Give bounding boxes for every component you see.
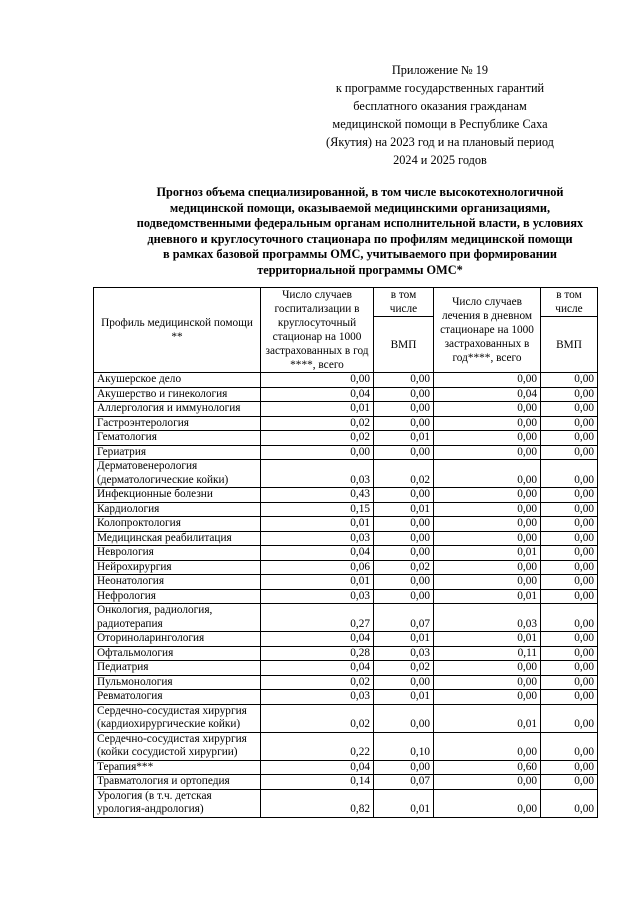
- day-vmp-cell: 0,00: [541, 460, 598, 488]
- hosp-total-cell: 0,43: [261, 488, 374, 503]
- day-vmp-cell: 0,00: [541, 732, 598, 760]
- forecast-table: [93, 287, 598, 818]
- day-vmp-cell: 0,00: [541, 531, 598, 546]
- table-row: [94, 732, 598, 760]
- profile-cell: Сердечно-сосудистая хирургия (кардиохирургические койки): [94, 704, 261, 732]
- day-vmp-cell: 0,00: [541, 632, 598, 647]
- title-line: в рамках базовой программы ОМС, учитываемого при формировании: [163, 247, 557, 261]
- hosp-total-cell: 0,01: [261, 517, 374, 532]
- day-vmp-cell: 0,00: [541, 760, 598, 775]
- appendix-line: 2024 и 2025 годов: [393, 153, 487, 167]
- profile-cell: Аллергология и иммунология: [94, 402, 261, 417]
- table-row: [94, 460, 598, 488]
- day-vmp-cell: 0,00: [541, 575, 598, 590]
- hosp-total-cell: 0,02: [261, 431, 374, 446]
- day-total-cell: 0,00: [434, 460, 541, 488]
- header-day-total: Число случаев лечения в дневном стационаре на 1000 застрахованных в год****, всего: [434, 288, 541, 373]
- hosp-total-cell: 0,03: [261, 460, 374, 488]
- profile-cell: Гематология: [94, 431, 261, 446]
- title-line: Прогноз объема специализированной, в том числе высокотехнологичной: [156, 185, 564, 199]
- table-row: [94, 373, 598, 388]
- day-total-cell: 0,00: [434, 431, 541, 446]
- table-row: [94, 488, 598, 503]
- day-total-cell: 0,00: [434, 575, 541, 590]
- profile-cell: Оториноларингология: [94, 632, 261, 647]
- hosp-total-cell: 0,03: [261, 531, 374, 546]
- profile-cell: Инфекционные болезни: [94, 488, 261, 503]
- hosp-vmp-cell: 0,01: [374, 502, 434, 517]
- hosp-vmp-cell: 0,01: [374, 789, 434, 817]
- day-vmp-cell: 0,00: [541, 560, 598, 575]
- hosp-total-cell: 0,22: [261, 732, 374, 760]
- day-total-cell: 0,01: [434, 546, 541, 561]
- hosp-vmp-cell: 0,00: [374, 445, 434, 460]
- header-hosp-total: Число случаев госпитализации в круглосуточный стационар на 1000 застрахованных в год ****, всего: [261, 288, 374, 373]
- day-total-cell: 0,60: [434, 760, 541, 775]
- table-row: [94, 604, 598, 632]
- profile-cell: Дерматовенерология (дерматологические койки): [94, 460, 261, 488]
- hosp-total-cell: 0,14: [261, 775, 374, 790]
- appendix-line: к программе государственных гарантий: [335, 81, 545, 95]
- table-row: [94, 502, 598, 517]
- day-vmp-cell: 0,00: [541, 690, 598, 705]
- day-vmp-cell: 0,00: [541, 502, 598, 517]
- table-row: [94, 632, 598, 647]
- profile-cell: Акушерское дело: [94, 373, 261, 388]
- day-total-cell: 0,00: [434, 416, 541, 431]
- table-row: [94, 704, 598, 732]
- appendix-note: [300, 61, 580, 169]
- hosp-vmp-cell: 0,00: [374, 589, 434, 604]
- day-vmp-cell: 0,00: [541, 445, 598, 460]
- day-vmp-cell: 0,00: [541, 775, 598, 790]
- day-total-cell: 0,00: [434, 732, 541, 760]
- profile-cell: Неврология: [94, 546, 261, 561]
- hosp-total-cell: 0,04: [261, 387, 374, 402]
- day-vmp-cell: 0,00: [541, 431, 598, 446]
- day-total-cell: 0,00: [434, 402, 541, 417]
- hosp-total-cell: 0,03: [261, 589, 374, 604]
- profile-cell: Педиатрия: [94, 661, 261, 676]
- table-row: [94, 789, 598, 817]
- day-vmp-cell: 0,00: [541, 488, 598, 503]
- day-total-cell: 0,00: [434, 517, 541, 532]
- header-incl-2: в том числе: [541, 288, 598, 317]
- table-row: [94, 531, 598, 546]
- profile-cell: Гастроэнтерология: [94, 416, 261, 431]
- table-row: [94, 661, 598, 676]
- hosp-vmp-cell: 0,01: [374, 690, 434, 705]
- day-total-cell: 0,04: [434, 387, 541, 402]
- day-total-cell: 0,01: [434, 704, 541, 732]
- day-total-cell: 0,00: [434, 789, 541, 817]
- day-vmp-cell: 0,00: [541, 387, 598, 402]
- appendix-line: Приложение № 19: [391, 63, 489, 77]
- hosp-vmp-cell: 0,00: [374, 675, 434, 690]
- title-line: подведомственными федеральным органам исполнительной власти, в условиях: [136, 216, 584, 230]
- table-row: [94, 445, 598, 460]
- hosp-vmp-cell: 0,00: [374, 575, 434, 590]
- hosp-total-cell: 0,04: [261, 760, 374, 775]
- hosp-total-cell: 0,03: [261, 690, 374, 705]
- profile-cell: Пульмонология: [94, 675, 261, 690]
- title-line: дневного и круглосуточного стационара по профилям медицинской помощи: [147, 231, 573, 246]
- day-vmp-cell: 0,00: [541, 402, 598, 417]
- hosp-total-cell: 0,04: [261, 546, 374, 561]
- day-total-cell: 0,00: [434, 531, 541, 546]
- profile-cell: Онкология, радиология, радиотерапия: [94, 604, 261, 632]
- hosp-total-cell: 0,02: [261, 416, 374, 431]
- document-title: [80, 185, 640, 278]
- table-row: [94, 416, 598, 431]
- profile-cell: Медицинская реабилитация: [94, 531, 261, 546]
- day-total-cell: 0,11: [434, 646, 541, 661]
- hosp-vmp-cell: 0,01: [374, 431, 434, 446]
- hosp-total-cell: 0,00: [261, 373, 374, 388]
- profile-cell: Травматология и ортопедия: [94, 775, 261, 790]
- hosp-total-cell: 0,00: [261, 445, 374, 460]
- table-row: [94, 560, 598, 575]
- day-vmp-cell: 0,00: [541, 704, 598, 732]
- hosp-vmp-cell: 0,00: [374, 546, 434, 561]
- profile-cell: Акушерство и гинекология: [94, 387, 261, 402]
- hosp-total-cell: 0,06: [261, 560, 374, 575]
- hosp-vmp-cell: 0,00: [374, 416, 434, 431]
- hosp-vmp-cell: 0,00: [374, 517, 434, 532]
- day-vmp-cell: 0,00: [541, 517, 598, 532]
- hosp-total-cell: 0,01: [261, 402, 374, 417]
- hosp-total-cell: 0,02: [261, 704, 374, 732]
- profile-cell: Неонатология: [94, 575, 261, 590]
- day-total-cell: 0,01: [434, 632, 541, 647]
- profile-cell: Терапия***: [94, 760, 261, 775]
- header-vmp-2: ВМП: [541, 317, 598, 373]
- day-vmp-cell: 0,00: [541, 373, 598, 388]
- table-row: [94, 402, 598, 417]
- table-row: [94, 760, 598, 775]
- header-vmp-1: ВМП: [374, 317, 434, 373]
- hosp-vmp-cell: 0,07: [374, 775, 434, 790]
- profile-cell: Нефрология: [94, 589, 261, 604]
- table-row: [94, 775, 598, 790]
- profile-cell: Нейрохирургия: [94, 560, 261, 575]
- table-row: [94, 646, 598, 661]
- table-row: [94, 575, 598, 590]
- day-vmp-cell: 0,00: [541, 646, 598, 661]
- profile-cell: Урология (в т.ч. детская урология-андрология): [94, 789, 261, 817]
- hosp-vmp-cell: 0,02: [374, 560, 434, 575]
- profile-cell: Колопроктология: [94, 517, 261, 532]
- hosp-total-cell: 0,02: [261, 675, 374, 690]
- day-vmp-cell: 0,00: [541, 675, 598, 690]
- table-row: [94, 546, 598, 561]
- header-incl-1: в том числе: [374, 288, 434, 317]
- profile-cell: Гериатрия: [94, 445, 261, 460]
- hosp-total-cell: 0,15: [261, 502, 374, 517]
- hosp-total-cell: 0,27: [261, 604, 374, 632]
- day-total-cell: 0,00: [434, 775, 541, 790]
- hosp-total-cell: 0,28: [261, 646, 374, 661]
- hosp-vmp-cell: 0,00: [374, 373, 434, 388]
- hosp-vmp-cell: 0,00: [374, 531, 434, 546]
- title-line: территориальной программы ОМС*: [257, 262, 463, 277]
- hosp-vmp-cell: 0,02: [374, 661, 434, 676]
- hosp-vmp-cell: 0,00: [374, 387, 434, 402]
- day-vmp-cell: 0,00: [541, 604, 598, 632]
- table-row: [94, 517, 598, 532]
- day-vmp-cell: 0,00: [541, 589, 598, 604]
- table-row: [94, 690, 598, 705]
- hosp-vmp-cell: 0,00: [374, 488, 434, 503]
- table-row: [94, 431, 598, 446]
- table-row: [94, 589, 598, 604]
- appendix-line: (Якутия) на 2023 год и на плановый период: [326, 135, 554, 149]
- hosp-total-cell: 0,04: [261, 632, 374, 647]
- hosp-total-cell: 0,82: [261, 789, 374, 817]
- appendix-line: бесплатного оказания гражданам: [353, 99, 527, 113]
- title-line: медицинской помощи, оказываемой медицинскими организациями,: [169, 200, 551, 215]
- hosp-vmp-cell: 0,07: [374, 604, 434, 632]
- day-total-cell: 0,03: [434, 604, 541, 632]
- day-total-cell: 0,01: [434, 589, 541, 604]
- profile-cell: Офтальмология: [94, 646, 261, 661]
- day-vmp-cell: 0,00: [541, 661, 598, 676]
- table-row: [94, 387, 598, 402]
- hosp-vmp-cell: 0,10: [374, 732, 434, 760]
- hosp-total-cell: 0,04: [261, 661, 374, 676]
- day-vmp-cell: 0,00: [541, 546, 598, 561]
- hosp-vmp-cell: 0,03: [374, 646, 434, 661]
- day-total-cell: 0,00: [434, 560, 541, 575]
- day-vmp-cell: 0,00: [541, 416, 598, 431]
- appendix-line: медицинской помощи в Республике Саха: [332, 117, 548, 131]
- table-row: [94, 675, 598, 690]
- day-total-cell: 0,00: [434, 661, 541, 676]
- hosp-total-cell: 0,01: [261, 575, 374, 590]
- day-total-cell: 0,00: [434, 675, 541, 690]
- profile-cell: Сердечно-сосудистая хирургия (койки сосудистой хирургии): [94, 732, 261, 760]
- hosp-vmp-cell: 0,01: [374, 632, 434, 647]
- hosp-vmp-cell: 0,02: [374, 460, 434, 488]
- hosp-vmp-cell: 0,00: [374, 760, 434, 775]
- day-total-cell: 0,00: [434, 502, 541, 517]
- header-profile: Профиль медицинской помощи **: [94, 288, 261, 373]
- hosp-vmp-cell: 0,00: [374, 402, 434, 417]
- day-total-cell: 0,00: [434, 488, 541, 503]
- day-total-cell: 0,00: [434, 373, 541, 388]
- day-total-cell: 0,00: [434, 445, 541, 460]
- hosp-vmp-cell: 0,00: [374, 704, 434, 732]
- day-total-cell: 0,00: [434, 690, 541, 705]
- day-vmp-cell: 0,00: [541, 789, 598, 817]
- profile-cell: Ревматология: [94, 690, 261, 705]
- profile-cell: Кардиология: [94, 502, 261, 517]
